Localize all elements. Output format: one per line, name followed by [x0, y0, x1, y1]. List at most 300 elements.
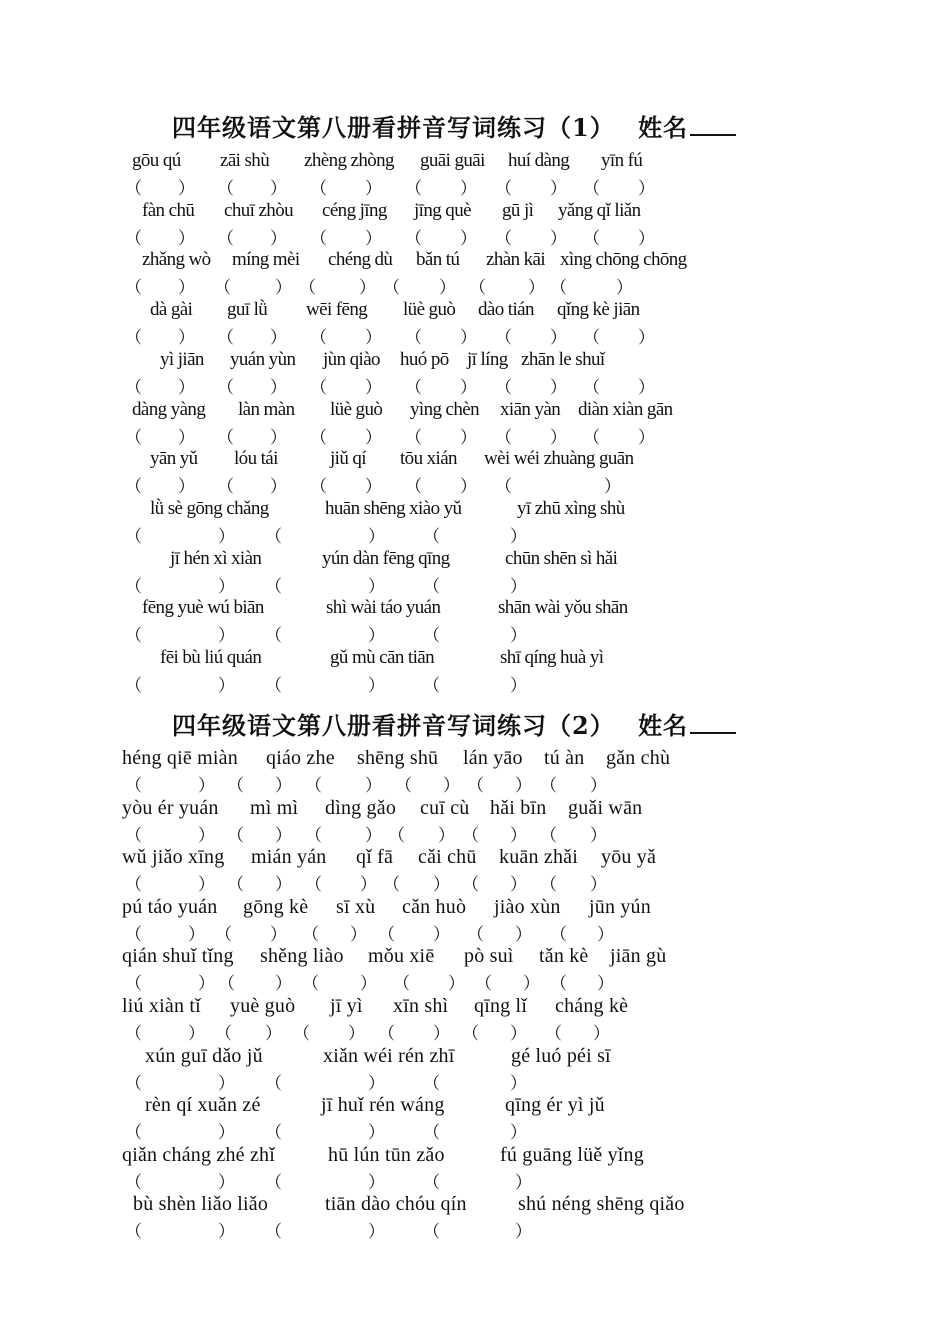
answer-paren-open[interactable]: （: [125, 676, 142, 695]
answer-paren-close: ）: [433, 875, 450, 895]
pinyin-word: sī xù: [336, 895, 376, 918]
answer-paren-open[interactable]: （: [540, 875, 557, 895]
answer-paren-close: ）: [460, 427, 477, 447]
answer-row: [0, 522, 950, 546]
answer-paren-open[interactable]: （: [495, 328, 512, 348]
answer-paren-open[interactable]: （: [405, 427, 422, 447]
answer-paren-close: ）: [365, 427, 382, 447]
answer-row: [0, 273, 950, 297]
name-blank[interactable]: [690, 114, 736, 136]
answer-paren-close: ）: [510, 1073, 527, 1093]
answer-row: [0, 1019, 950, 1043]
answer-paren-close: ）: [270, 228, 287, 248]
section-title: [172, 706, 736, 741]
pinyin-row: [0, 399, 950, 423]
answer-paren-open[interactable]: （: [462, 1024, 479, 1043]
answer-paren-open[interactable]: （: [540, 776, 557, 795]
answer-paren-open[interactable]: （: [125, 427, 142, 447]
answer-paren-close: ）: [270, 377, 287, 397]
pinyin-word: diàn xiàn gān: [578, 398, 673, 420]
pinyin-word: tǎn kè: [539, 945, 589, 968]
answer-paren-close: ）: [368, 1222, 385, 1242]
answer-paren-open[interactable]: （: [217, 477, 234, 497]
answer-paren-open[interactable]: （: [305, 875, 322, 895]
answer-paren-open[interactable]: （: [583, 228, 600, 248]
pinyin-word: yì jiān: [160, 348, 204, 370]
answer-paren-open[interactable]: （: [125, 576, 142, 596]
answer-paren-close: ）: [359, 278, 376, 298]
answer-paren-close: ）: [443, 776, 460, 795]
answer-paren-open[interactable]: （: [305, 825, 322, 845]
answer-paren-close: ）: [515, 776, 532, 795]
answer-paren-close: ）: [590, 875, 607, 895]
answer-paren-close: ）: [638, 328, 655, 348]
answer-paren-open[interactable]: （: [125, 875, 142, 895]
answer-row: [0, 1168, 950, 1192]
answer-paren-close: ）: [593, 1024, 610, 1043]
answer-row: [0, 572, 950, 596]
pinyin-row: [0, 1144, 950, 1168]
pinyin-row: [0, 597, 950, 621]
answer-paren-open[interactable]: （: [302, 924, 319, 944]
answer-paren-close: ）: [550, 179, 567, 198]
answer-paren-open[interactable]: （: [550, 278, 567, 298]
answer-paren-close: ）: [638, 377, 655, 397]
answer-paren-open[interactable]: （: [405, 228, 422, 248]
pinyin-word: xiǎn wéi rén zhī: [323, 1044, 455, 1067]
pinyin-word: guāi guāi: [420, 150, 485, 171]
pinyin-word: lǜ sè gōng chǎng: [150, 497, 269, 519]
answer-paren-close: ）: [365, 179, 382, 198]
answer-paren-open[interactable]: （: [383, 278, 400, 298]
answer-paren-open[interactable]: （: [545, 1024, 562, 1043]
answer-paren-open[interactable]: （: [378, 924, 395, 944]
pinyin-word: wēi fēng: [306, 299, 368, 321]
answer-paren-open[interactable]: （: [125, 377, 142, 397]
answer-paren-close: ）: [270, 427, 287, 447]
answer-paren-close: ）: [368, 1123, 385, 1143]
answer-paren-close: ）: [178, 377, 195, 397]
answer-paren-close: ）: [178, 328, 195, 348]
answer-paren-close: ）: [218, 576, 235, 596]
answer-paren-close: ）: [218, 1073, 235, 1093]
answer-paren-close: ）: [550, 228, 567, 248]
pinyin-word: hū lún tūn zǎo: [328, 1143, 445, 1166]
answer-row: [0, 224, 950, 248]
answer-paren-open[interactable]: （: [495, 228, 512, 248]
pinyin-row: [0, 150, 950, 174]
pinyin-word: chuī zhòu: [224, 199, 293, 221]
answer-paren-close: ）: [638, 427, 655, 447]
pinyin-word: zhǎng wò: [142, 249, 211, 271]
answer-paren-close: ）: [218, 1222, 235, 1242]
answer-paren-close: ）: [275, 776, 292, 795]
answer-paren-open[interactable]: （: [217, 427, 234, 447]
pinyin-word: jūn yún: [589, 895, 651, 918]
answer-paren-close: ）: [265, 1024, 282, 1043]
answer-paren-close: ）: [188, 1024, 205, 1043]
pinyin-word: fú guāng lüě yǐng: [500, 1143, 644, 1166]
pinyin-word: guǎi wān: [568, 796, 643, 819]
pinyin-word: yún dàn fēng qīng: [322, 547, 450, 569]
pinyin-row: [0, 299, 950, 323]
answer-paren-open[interactable]: （: [423, 676, 440, 695]
answer-paren-open[interactable]: （: [583, 328, 600, 348]
pinyin-word: gōng kè: [243, 895, 309, 918]
pinyin-word: zhàn kāi: [486, 249, 546, 271]
pinyin-word: gǔ mù cān tiān: [330, 647, 434, 668]
pinyin-word: rèn qí xuǎn zé: [145, 1094, 261, 1117]
answer-paren-close: ）: [510, 626, 527, 646]
pinyin-word: tōu xián: [400, 448, 457, 470]
answer-paren-open[interactable]: （: [125, 924, 142, 944]
pinyin-word: lüè guò: [330, 398, 383, 420]
answer-paren-close: ）: [270, 328, 287, 348]
answer-row: [0, 472, 950, 496]
answer-paren-open[interactable]: （: [125, 825, 142, 845]
answer-paren-close: ）: [350, 924, 367, 944]
pinyin-word: héng qiē miàn: [122, 747, 238, 769]
pinyin-word: fēi bù liú quán: [160, 647, 262, 668]
answer-paren-open[interactable]: （: [540, 825, 557, 845]
answer-paren-open[interactable]: （: [383, 875, 400, 895]
pinyin-word: bù shèn liǎo liǎo: [133, 1193, 269, 1216]
answer-paren-open[interactable]: （: [393, 974, 410, 994]
answer-paren-open[interactable]: （: [125, 1073, 142, 1093]
answer-paren-close: ）: [439, 278, 456, 298]
answer-paren-open[interactable]: （: [495, 427, 512, 447]
answer-paren-open[interactable]: （: [125, 278, 142, 298]
answer-paren-close: ）: [368, 626, 385, 646]
pinyin-word: lóu tái: [234, 448, 278, 470]
pinyin-word: huó pō: [400, 348, 449, 370]
answer-paren-open[interactable]: （: [265, 1172, 282, 1192]
pinyin-word: yòu ér yuán: [122, 796, 219, 819]
pinyin-word: wǔ jiǎo xīng: [122, 846, 225, 869]
answer-paren-open[interactable]: （: [215, 924, 232, 944]
answer-paren-open[interactable]: （: [125, 228, 142, 248]
pinyin-word: zhān le shuǐ: [521, 348, 605, 370]
answer-paren-close: ）: [510, 875, 527, 895]
answer-paren-close: ）: [510, 526, 527, 546]
answer-paren-open[interactable]: （: [310, 228, 327, 248]
answer-row: [0, 621, 950, 645]
answer-paren-close: ）: [218, 1172, 235, 1192]
pinyin-word: yìng chèn: [410, 398, 479, 420]
answer-paren-close: ）: [550, 328, 567, 348]
section-title: [172, 108, 736, 143]
pinyin-word: xiān yàn: [500, 398, 561, 420]
answer-paren-open[interactable]: （: [217, 179, 234, 198]
pinyin-word: gǎn chù: [606, 747, 671, 769]
answer-row: [0, 174, 950, 198]
answer-paren-close: ）: [218, 526, 235, 546]
answer-paren-open[interactable]: （: [265, 526, 282, 546]
pinyin-word: làn màn: [238, 398, 295, 420]
pinyin-word: jīng què: [414, 199, 471, 221]
pinyin-word: yuè guò: [230, 995, 296, 1017]
answer-paren-open[interactable]: （: [125, 328, 142, 348]
pinyin-word: mì mì: [250, 796, 299, 819]
answer-paren-open[interactable]: （: [227, 825, 244, 845]
answer-paren-open[interactable]: （: [305, 776, 322, 795]
answer-paren-open[interactable]: （: [217, 377, 234, 397]
pinyin-word: cháng kè: [555, 995, 629, 1017]
answer-paren-open[interactable]: （: [395, 776, 412, 795]
answer-paren-open[interactable]: （: [125, 179, 142, 198]
answer-paren-close: ）: [365, 477, 382, 497]
answer-paren-open[interactable]: （: [217, 328, 234, 348]
pinyin-word: wèi wéi zhuàng guān: [484, 448, 634, 470]
answer-paren-close: ）: [218, 626, 235, 646]
pinyin-word: lüè guò: [403, 299, 456, 321]
pinyin-word: shú néng shēng qiǎo: [518, 1193, 685, 1216]
answer-paren-close: ）: [188, 924, 205, 944]
pinyin-row: [0, 498, 950, 522]
answer-paren-open[interactable]: （: [125, 626, 142, 646]
pinyin-word: shān wài yǒu shān: [498, 597, 628, 619]
answer-paren-open[interactable]: （: [423, 1222, 440, 1242]
answer-paren-close: ）: [460, 179, 477, 198]
answer-paren-open[interactable]: （: [125, 974, 142, 994]
answer-row: [0, 969, 950, 993]
answer-paren-close: ）: [178, 228, 195, 248]
answer-paren-close: ）: [178, 179, 195, 198]
pinyin-row: [0, 797, 950, 821]
answer-row: [0, 423, 950, 447]
pinyin-word: cǎn huò: [402, 895, 467, 918]
pinyin-word: dà gài: [150, 299, 193, 321]
answer-paren-close: ）: [218, 1123, 235, 1143]
answer-paren-close: ）: [365, 776, 382, 795]
answer-paren-open[interactable]: （: [265, 1123, 282, 1143]
answer-paren-open[interactable]: （: [423, 626, 440, 646]
pinyin-word: shì wài táo yuán: [326, 597, 441, 619]
pinyin-word: yǎng qǐ liǎn: [558, 199, 641, 221]
answer-paren-close: ）: [433, 924, 450, 944]
pinyin-word: tú àn: [544, 747, 585, 769]
answer-paren-close: ）: [597, 974, 614, 994]
answer-paren-open[interactable]: （: [125, 477, 142, 497]
pinyin-row: [0, 1045, 950, 1069]
pinyin-row: [0, 349, 950, 373]
answer-paren-open[interactable]: （: [125, 526, 142, 546]
answer-paren-close: ）: [638, 179, 655, 198]
pinyin-word: jī huǐ rén wáng: [321, 1094, 445, 1117]
answer-paren-close: ）: [275, 974, 292, 994]
pinyin-word: jī líng: [467, 348, 508, 370]
pinyin-word: xún guī dǎo jǔ: [145, 1044, 263, 1067]
answer-paren-close: ）: [270, 179, 287, 198]
pinyin-word: huí dàng: [508, 150, 570, 171]
pinyin-row: [0, 846, 950, 870]
pinyin-word: shī qíng huà yì: [500, 647, 604, 668]
answer-paren-open[interactable]: （: [293, 1024, 310, 1043]
answer-paren-open[interactable]: （: [583, 427, 600, 447]
pinyin-word: yī zhū xìng shù: [517, 497, 625, 519]
pinyin-word: pú táo yuán: [122, 895, 218, 918]
pinyin-word: jiǔ qí: [330, 448, 366, 470]
pinyin-word: zāi shù: [220, 150, 270, 171]
answer-paren-close: ）: [515, 1222, 532, 1242]
pinyin-row: [0, 945, 950, 969]
answer-paren-close: ）: [275, 278, 292, 298]
answer-paren-close: ）: [368, 576, 385, 596]
answer-paren-close: ）: [515, 1172, 532, 1192]
answer-paren-open[interactable]: （: [265, 626, 282, 646]
pinyin-word: yān yǔ: [150, 448, 198, 470]
pinyin-word: huān shēng xiào yǔ: [325, 497, 462, 519]
answer-paren-close: ）: [460, 328, 477, 348]
answer-paren-close: ）: [515, 924, 532, 944]
answer-paren-close: ）: [360, 875, 377, 895]
answer-paren-open[interactable]: （: [227, 875, 244, 895]
pinyin-row: [0, 747, 950, 771]
answer-paren-open[interactable]: （: [125, 1024, 142, 1043]
pinyin-row: [0, 896, 950, 920]
answer-paren-close: ）: [368, 526, 385, 546]
answer-paren-close: ）: [433, 1024, 450, 1043]
answer-paren-open[interactable]: （: [467, 924, 484, 944]
answer-paren-open[interactable]: （: [469, 278, 486, 298]
answer-paren-open[interactable]: （: [378, 1024, 395, 1043]
answer-paren-close: ）: [365, 228, 382, 248]
pinyin-word: dào tián: [478, 299, 534, 321]
pinyin-word: cǎi chū: [418, 846, 477, 869]
pinyin-word: pò suì: [464, 945, 514, 968]
answer-paren-close: ）: [365, 377, 382, 397]
answer-paren-open[interactable]: （: [462, 825, 479, 845]
answer-paren-close: ）: [270, 924, 287, 944]
answer-paren-open[interactable]: （: [550, 924, 567, 944]
pinyin-word: mǒu xiē: [368, 945, 435, 968]
answer-row: [0, 323, 950, 347]
answer-paren-open[interactable]: （: [265, 676, 282, 695]
answer-row: [0, 1118, 950, 1142]
pinyin-word: míng mèi: [232, 249, 300, 271]
answer-paren-open[interactable]: （: [583, 179, 600, 198]
answer-paren-close: ）: [275, 875, 292, 895]
answer-paren-open[interactable]: （: [265, 1222, 282, 1242]
pinyin-word: guī lǜ: [227, 299, 268, 321]
name-blank[interactable]: [690, 712, 736, 734]
answer-paren-close: ）: [616, 278, 633, 298]
answer-row: [0, 1069, 950, 1093]
section-title-text: 四年级语文第八册看拼音写词练习（1）: [172, 113, 615, 142]
answer-paren-close: ）: [198, 825, 215, 845]
answer-paren-open[interactable]: （: [423, 1073, 440, 1093]
pinyin-word: gōu qú: [132, 150, 181, 171]
answer-paren-close: ）: [590, 776, 607, 795]
pinyin-word: chūn shēn sì hǎi: [505, 547, 618, 569]
answer-paren-open[interactable]: （: [550, 974, 567, 994]
pinyin-word: qǐ fā: [356, 846, 394, 869]
answer-paren-close: ）: [460, 477, 477, 497]
answer-paren-open[interactable]: （: [265, 1073, 282, 1093]
answer-paren-open[interactable]: （: [495, 377, 512, 397]
answer-paren-close: ）: [198, 974, 215, 994]
answer-paren-open[interactable]: （: [405, 328, 422, 348]
answer-paren-close: ）: [365, 825, 382, 845]
answer-paren-open[interactable]: （: [423, 1172, 440, 1192]
pinyin-word: qián shuǐ tǐng: [122, 945, 234, 968]
answer-paren-open[interactable]: （: [215, 1024, 232, 1043]
answer-paren-open[interactable]: （: [125, 1222, 142, 1242]
answer-paren-close: ）: [218, 676, 235, 695]
answer-paren-open[interactable]: （: [302, 974, 319, 994]
answer-paren-open[interactable]: （: [495, 179, 512, 198]
answer-paren-close: ）: [460, 228, 477, 248]
answer-paren-open[interactable]: （: [214, 278, 231, 298]
pinyin-word: kuān zhǎi: [499, 846, 578, 869]
answer-paren-open[interactable]: （: [583, 377, 600, 397]
pinyin-word: jī hén xì xiàn: [170, 547, 262, 569]
pinyin-word: qiáo zhe: [266, 747, 335, 769]
answer-paren-open[interactable]: （: [462, 875, 479, 895]
answer-paren-close: ）: [528, 278, 545, 298]
answer-paren-close: ）: [510, 825, 527, 845]
answer-paren-open[interactable]: （: [227, 776, 244, 795]
answer-paren-open[interactable]: （: [405, 179, 422, 198]
answer-paren-open[interactable]: （: [310, 328, 327, 348]
answer-paren-open[interactable]: （: [299, 278, 316, 298]
answer-paren-open[interactable]: （: [388, 825, 405, 845]
answer-paren-open[interactable]: （: [310, 427, 327, 447]
answer-paren-open[interactable]: （: [423, 576, 440, 596]
answer-paren-open[interactable]: （: [125, 1172, 142, 1192]
pinyin-word: qīng ér yì jǔ: [505, 1094, 605, 1117]
answer-paren-open[interactable]: （: [265, 576, 282, 596]
answer-paren-open[interactable]: （: [467, 776, 484, 795]
answer-paren-open[interactable]: （: [125, 776, 142, 795]
answer-paren-open[interactable]: （: [217, 228, 234, 248]
answer-paren-open[interactable]: （: [423, 1123, 440, 1143]
answer-paren-open[interactable]: （: [125, 1123, 142, 1143]
pinyin-word: yuán yùn: [230, 348, 296, 370]
answer-paren-open[interactable]: （: [218, 974, 235, 994]
answer-row: [0, 821, 950, 845]
answer-paren-open[interactable]: （: [310, 377, 327, 397]
answer-paren-open[interactable]: （: [475, 974, 492, 994]
answer-paren-close: ）: [198, 776, 215, 795]
pinyin-word: qīng lǐ: [474, 995, 528, 1017]
section-title-text: 四年级语文第八册看拼音写词练习（2）: [172, 711, 615, 740]
answer-paren-close: ）: [275, 825, 292, 845]
answer-paren-open[interactable]: （: [423, 526, 440, 546]
pinyin-word: hǎi bīn: [490, 796, 547, 819]
answer-paren-close: ）: [523, 974, 540, 994]
answer-paren-close: ）: [638, 228, 655, 248]
answer-row: [0, 920, 950, 944]
pinyin-word: tiān dào chóu qín: [325, 1193, 467, 1216]
pinyin-word: gū jì: [502, 199, 534, 221]
answer-paren-open[interactable]: （: [310, 179, 327, 198]
answer-paren-open[interactable]: （: [495, 477, 512, 497]
answer-paren-open[interactable]: （: [405, 477, 422, 497]
answer-paren-open[interactable]: （: [405, 377, 422, 397]
pinyin-word: jiào xùn: [494, 895, 561, 918]
answer-paren-close: ）: [270, 477, 287, 497]
name-label: 姓名: [638, 113, 689, 142]
pinyin-word: qiǎn cháng zhé zhǐ: [122, 1143, 275, 1166]
answer-row: [0, 1217, 950, 1241]
pinyin-word: jiān gù: [610, 945, 667, 968]
answer-paren-open[interactable]: （: [310, 477, 327, 497]
answer-paren-close: ）: [178, 278, 195, 298]
pinyin-word: fēng yuè wú biān: [142, 597, 264, 619]
answer-paren-close: ）: [360, 974, 377, 994]
answer-paren-close: ）: [510, 1123, 527, 1143]
